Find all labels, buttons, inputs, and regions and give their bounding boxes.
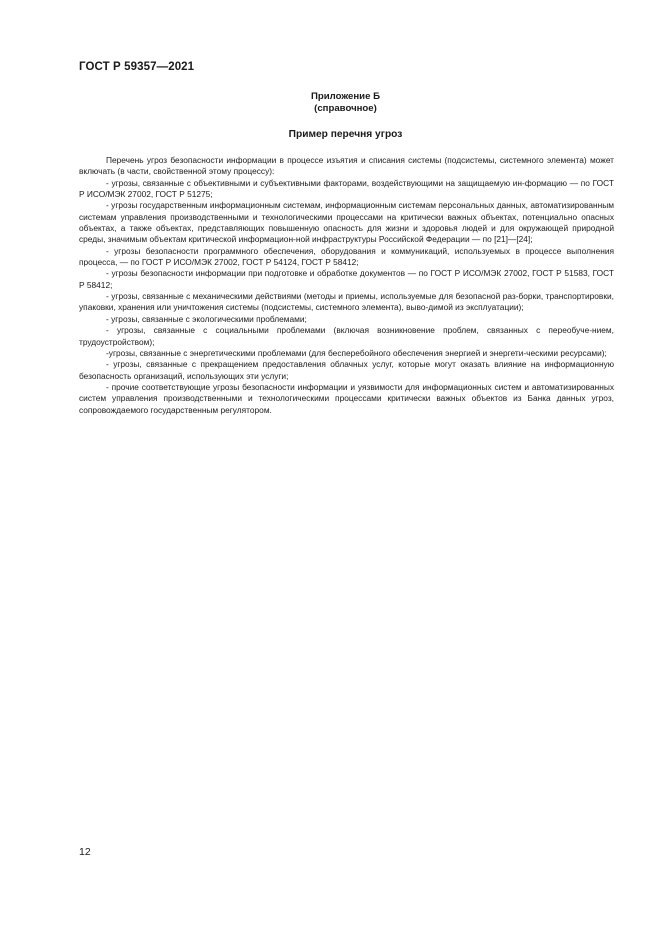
list-item: - угрозы безопасности программного обеспечения, оборудования и коммуникаций, используемых в процессе выполнения процесса, — по ГОСТ Р ИСО/МЭК 27002, ГОСТ Р 54124, ГОСТ Р 58412; — [79, 245, 614, 268]
list-item: -угрозы, связанные с энергетическими проблемами (для бесперебойного обеспечения энергией и энергети-ческими ресурсами); — [106, 347, 607, 358]
document-body — [79, 155, 614, 416]
list-item: - прочие соответствующие угрозы безопасности информации и уязвимости для информационных систем и автоматизированных систем управления производственными и технологическими процессами критически важных объектов из Банка данных угроз, сопровождаемого государственным регулятором. — [79, 381, 614, 415]
standard-code: ГОСТ Р 59357—2021 — [79, 61, 195, 73]
list-item: - угрозы, связанные с прекращением предоставления облачных услуг, которые могут оказать влияние на информационную безопасность организаций, использующих эти услуги; — [79, 359, 614, 381]
annex-subtitle: (справочное) — [314, 103, 377, 114]
list-item: - угрозы, связанные с объективными и субъективными факторами, воздействующими на защищаемую ин-формацию — по ГОСТ Р ИСО/МЭК 27002, ГОСТ Р 51275; — [79, 177, 614, 200]
list-item: - угрозы, связанные с экологическими проблемами; — [106, 313, 307, 324]
list-item: - угрозы безопасности информации при подготовке и обработке документов — по ГОСТ Р ИСО/МЭК 27002, ГОСТ Р 51583, ГОСТ Р 58412; — [79, 268, 614, 290]
list-item: - угрозы государственным информационным системам, информационным системам персональных данных, автоматизированным системам управления производственными и технологическими процессами на критически важных объектах, потенциально опасных объектах, а также объектах, представляющих повышенную опасность для жизни и здоровья людей и для окружающей природной среды, значимым объектам критической информацион-ной инфраструктуры Российской Федерации — по [21]—[24]; — [79, 200, 614, 245]
page-number: 12 — [79, 846, 91, 858]
section-title: Пример перечня угроз — [288, 129, 403, 140]
annex-title: Приложение Б — [311, 91, 380, 102]
paragraph-intro: Перечень угроз безопасности информации в процессе изъятия и списания системы (подсистемы, системного элемента) может включать (в части, свойственной этому процессу): — [79, 155, 614, 177]
list-item: - угрозы, связанные с социальными проблемами (включая возникновение проблем, связанных с переобуче-нием, трудоустройством); — [79, 325, 614, 347]
annex-heading — [0, 91, 661, 115]
list-item: - угрозы, связанные с механическими действиями (методы и приемы, используемые для безопасной раз-борки, транспортировки, упаковки, хранения или уничтожения системы (подсистемы, системного элемента), выво-димой из эксплуатации); — [79, 291, 614, 313]
